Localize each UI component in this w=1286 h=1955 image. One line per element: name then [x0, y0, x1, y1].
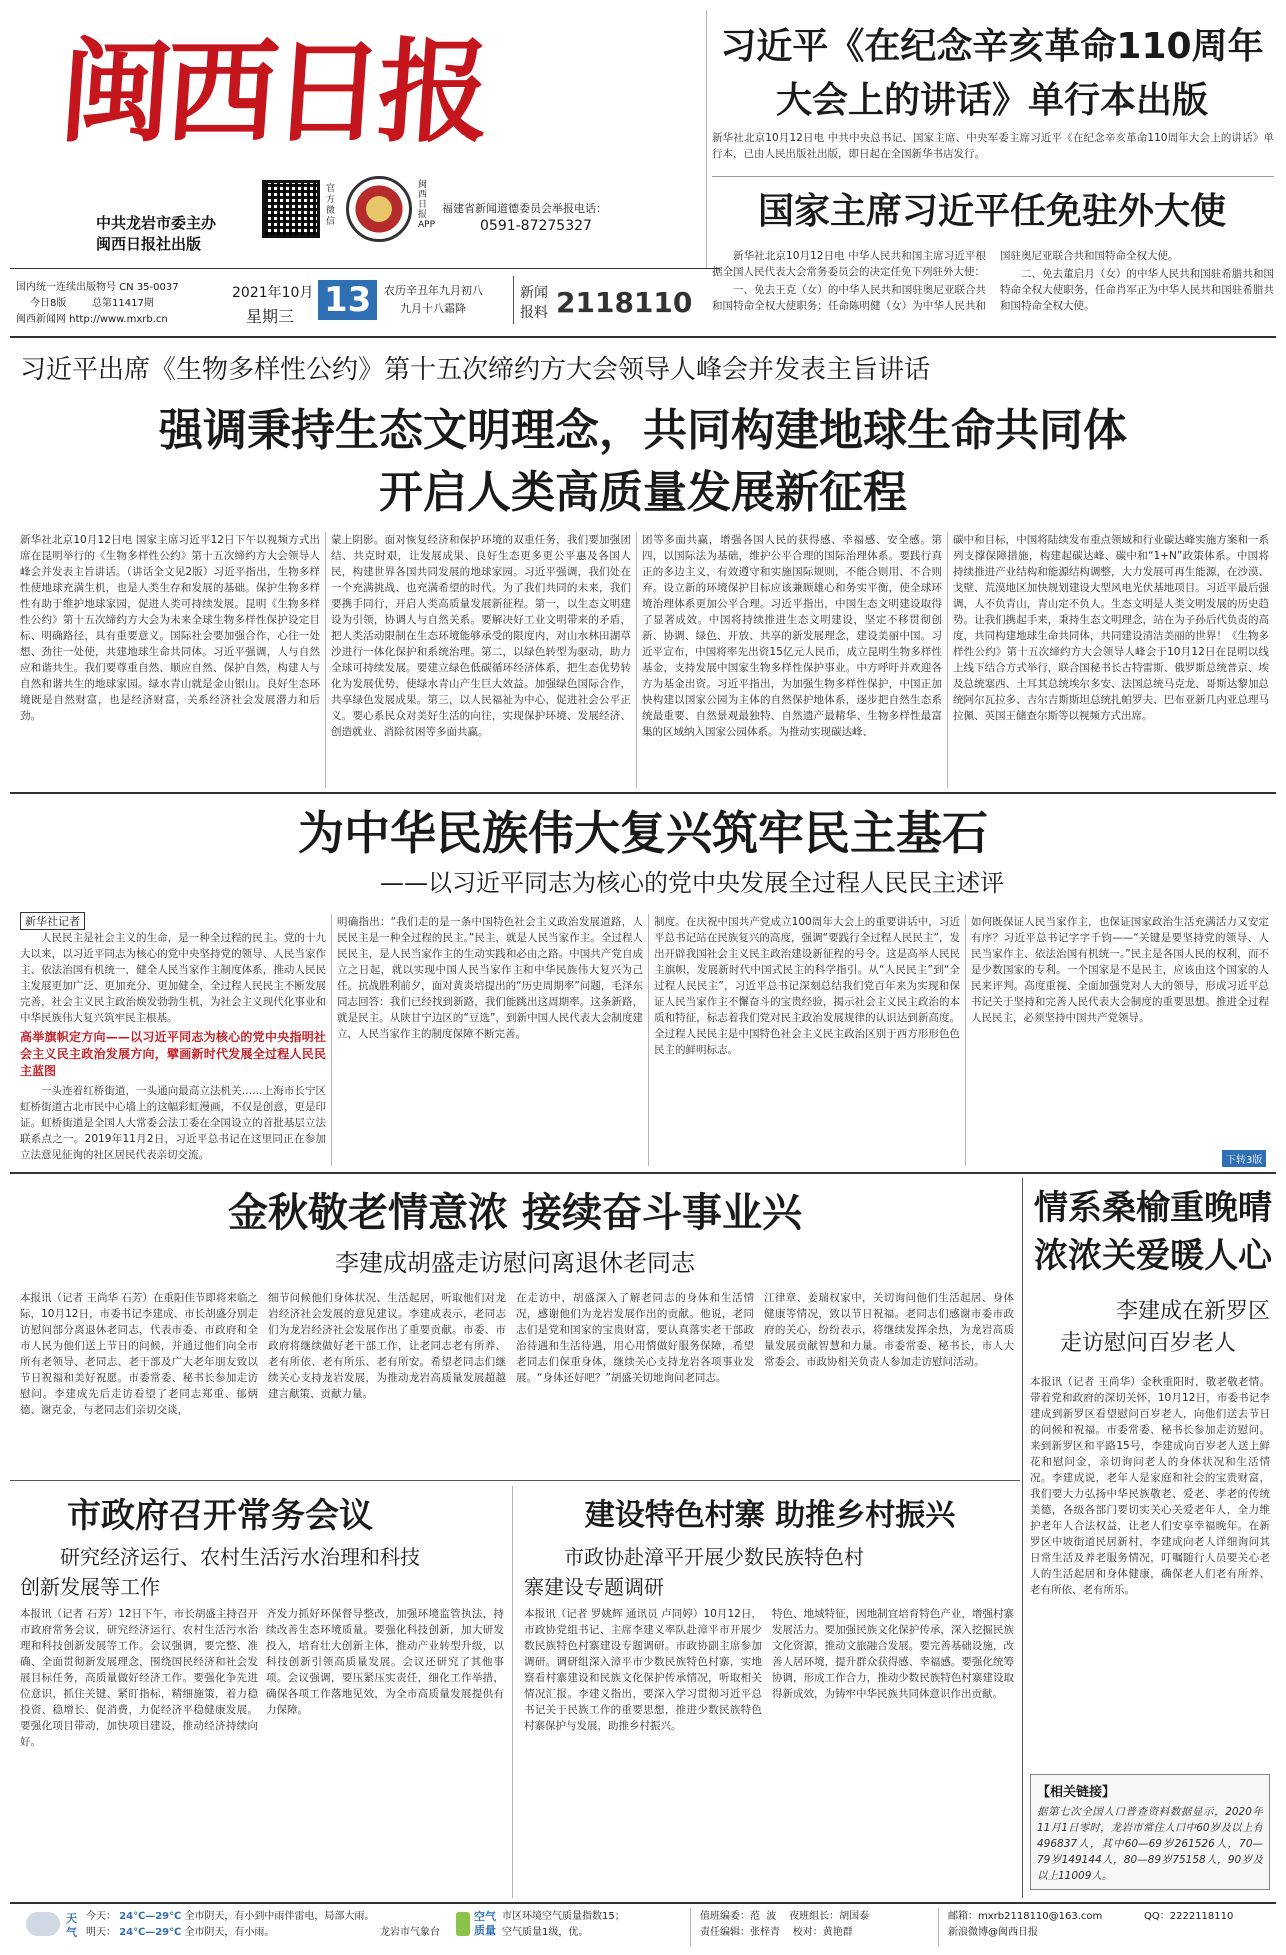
story6-subhead: [524, 1542, 1014, 1602]
story3-column-3: 在走访中，胡盛深入了解老同志的身体和生活情况，感谢他们为龙岩发展作出的贡献。他说，老同志们是党和国家的宝贵财富，要认真落实老干部政治待遇和生活待遇，用心用情做好服务保障，希望老同志们保重身体，继续关心支持龙岩各项事业发展。“身体还好吧？”胡盛关切地询问老同志。: [516, 1292, 754, 1384]
second-subhead: ——以习近平同志为核心的党中央发展全过程人民民主述评: [380, 869, 1004, 897]
weather-today-desc: 全市阴天，有小到中雨伴雷电，局部大雨。: [184, 1911, 375, 1922]
story4-headline-line-1: 情系桑榆重晚晴: [1034, 1188, 1272, 1228]
second-column-1-cont: 一头连着红桥街道，一头通向最高立法机关……上海市长宁区虹桥街道古北市民中心墙上的这幅彩虹漫画，不仅是创意，更是印证。虹桥街道是全国人大常委会法工委在全国设立的首批基层立法联系点之一。2019年11月2日，习近平总书记在这里同正在参加立法意见征询的社区居民代表亲切交流。: [20, 1085, 326, 1161]
story3-headline: 金秋敬老情意浓 接续奋斗事业兴: [228, 1189, 802, 1236]
story5-subhead: [20, 1542, 500, 1602]
related-links-box: [1030, 1774, 1270, 1890]
top-lede-2c: 二、免去董启月（女）的中华人民共和国驻希腊共和国特命全权大使职务，任命肖军正为中华人民共和国驻希腊共和国特命全权大使。: [1000, 268, 1274, 312]
app-qr-label: 闽西日报APP: [418, 180, 436, 230]
story4-headline-line-2: 浓浓关爱暖人心: [1034, 1236, 1272, 1276]
top-headline-1-line-2: 大会上的讲话》单行本出版: [775, 80, 1208, 121]
story6-column-1: 本报讯（记者 罗姚辉 通讯员 卢同婷）10月12日，市政协党组书记、主席李建义率队赴漳平市开展少数民族特色村寨建设专题调研。市政协副主席参加调研。调研组深入漳平市少数民族特色村寨，实地察看村寨建设和民族文化保护传承情况，听取相关情况汇报。李建义指出，要深入学习贯彻习近平总书记关于民族工作的重要思想，推进少数民族特色村寨保护与发展，助推乡村振兴。: [524, 1608, 762, 1732]
top-lede-2a: 新华社北京10月12日电 中华人民共和国主席习近平根据全国人民代表大会常务委员会的决定任免下列驻外大使：: [712, 250, 986, 278]
hotline-label-1: 新闻: [520, 285, 548, 301]
contact-weibo[interactable]: 新浪微博@闽西日报: [948, 1927, 1038, 1938]
story5-column-1: 本报讯（记者 石芳）12日下午，市长胡盛主持召开市政府常务会议，研究经济运行、农村生活污水治理和科技创新发展等工作。会议强调，要完整、准确、全面贯彻新发展理念，围绕国民经济和社会发展目标任务，高质量做好经济工作。要强化争先进位意识，抓住关键、紧盯指标，精细施策，着力稳投资、稳增长、促消费，力促经济平稳健康发展。要强化项目带动，加快项目建设，推动经济持续向好。: [20, 1608, 258, 1748]
editor-line-1: 值班编委：范 波 夜班组长：胡国泰: [700, 1911, 870, 1922]
story4-subhead-line-2: 走访慰问百岁老人: [1060, 1331, 1237, 1356]
top-headline-1: [712, 20, 1272, 128]
air-quality-line-1: 市区环境空气质量指数15；: [502, 1911, 625, 1922]
lead-headline-line-1: 强调秉持生态文明理念，共同构建地球生命共同体: [159, 405, 1127, 456]
weather-today-label: 今天：: [86, 1911, 116, 1922]
air-quality-label-1: 空气: [474, 1910, 496, 1923]
related-links-title: 【相关链接】: [1037, 1785, 1116, 1800]
second-headline: 为中华民族伟大复兴筑牢民主基石: [298, 806, 988, 860]
story4-body: 本报讯（记者 王尚华）金秋重阳时，敬老敬老情。带着党和政府的深切关怀，10月12日，市委书记李建成到新罗区看望慰问百岁老人，向他们送去节日的问候和祝福。市委常委、秘书长参加走访慰问。来到新罗区和平路15号，李建成向百岁老人送上鲜花和慰问金，亲切询问老人的身体状况和生活情况。李建成说，老年人是家庭和社会的宝贵财富，我们要大力弘扬中华民族敬老、爱老、孝老的传统美德，各级各部门要切实关心关爱老年人，全力维护老年人合法权益，让老人们安享幸福晚年。在新罗区中坡街道民居新村，李建成向老人详细询问其日常生活及养老服务情况，叮嘱随行人员要关心老人的生活起居和身体健康，确保老人们老有所养、老有所依、老有所乐。: [1030, 1376, 1270, 1596]
lunar-date-1: 农历辛丑年九月初八: [384, 284, 483, 297]
weather-tomorrow-label: 明天：: [86, 1927, 116, 1938]
second-column-4: 如何既保证人民当家作主，也保证国家政治生活充满活力又安定有序？习近平总书记字字千钧——“关键是要坚持党的领导、人民当家作主、依法治国有机统一。”民主是各国人民的权利，而不是少数国家的专利。一个国家是不是民主，应该由这个国家的人民来评判。高度重视、全面加强党对人大的领导，形成习近平总书记关于坚持和完善人民代表大会制度的重要思想。推进全过程人民民主，必须坚持中国共产党领导。: [971, 916, 1269, 1024]
story5-headline: 市政府召开常务会议: [67, 1496, 373, 1536]
masthead-title: 闽西日报: [55, 27, 489, 158]
second-pullquote: 高举旗帜定方向——以习近平同志为核心的党中央指明社会主义民主政治发展方向，擘画新时代发展全过程人民民主蓝图: [20, 1030, 326, 1078]
ethics-hotline-label: 福建省新闻道德委员会举报电话：: [442, 202, 607, 215]
story5-subhead-line-2: 创新发展等工作: [20, 1575, 160, 1599]
date-line: 2021年10月: [232, 285, 314, 301]
top-headline-2: 国家主席习近平任免驻外大使: [757, 191, 1226, 232]
weather-tomorrow: [86, 1926, 274, 1940]
story3-column-2: 细节问候他们身体状况、生活起居，听取他们对龙岩经济社会发展的意见建议。李建成表示，老同志们为龙岩经济社会发展作出了重要贡献。市委、市政府将继续做好老干部工作，让老同志老有所养、老有所依、老有所乐、老有所安。希望老同志们继续关心支持龙岩发展，为推动龙岩高质量发展超越建言献策、贡献力量。: [268, 1292, 506, 1400]
weather-label: 天气: [66, 1912, 77, 1939]
weather-today: [86, 1910, 374, 1924]
editor-line-2: 责任编辑：张梓青 校对：黄艳群: [700, 1927, 853, 1938]
second-column-1-text: 人民民主是社会主义的生命，是一种全过程的民主。党的十九大以来，以习近平同志为核心的党中央坚持党的领导、人民当家作主、依法治国有机统一，健全人民当家作主制度体系，推动人民民主发展更加广泛、更加充分、更加健全，全过程人民民主不断发展完善，社会主义民主政治焕发勃勃生机，为社会主义现代化事业和中华民族伟大复兴筑牢民主根基。: [20, 932, 326, 1024]
weather-source: 龙岩市气象台: [380, 1927, 440, 1938]
air-quality-line-2: 空气质量1级，优。: [502, 1927, 589, 1938]
page-count: 今日8版: [30, 298, 67, 309]
air-quality-label-2: 质量: [474, 1924, 496, 1937]
lead-headline: [10, 400, 1276, 524]
publisher-line-2: 闽西日报社出版: [96, 235, 202, 253]
top-lede-2: [712, 248, 1274, 328]
story5-subhead-line-1: 研究经济运行、农村生活污水治理和科技: [60, 1545, 420, 1569]
story6-column-2: 特色、地域特征，因地制宜培育特色产业，增强村寨发展活力。要加强民族文化保护传承，深入挖掘民族文化资源，推动文旅融合发展。要完善基础设施，改善人居环境，提升群众获得感、幸福感。要强化统筹协调，形成工作合力，推动少数民族特色村寨建设取得新成效，为铸牢中华民族共同体意识作出贡献。: [772, 1608, 1014, 1700]
issue-number: 总第11417期: [92, 298, 154, 309]
top-headline-1-line-1: 习近平《在纪念辛亥革命110周年: [720, 26, 1264, 67]
weather-today-temp: 24℃—29℃: [119, 1911, 182, 1922]
lead-column-3: 团等多面共赢，增强各国人民的获得感、幸福感、安全感。第四，以国际法为基础，维护公平合理的国际治理体系。要践行真正的多边主义，有效遵守和实施国际规则，不能合则用、不合则弃。设立新的环境保护目标应该兼顾雄心和务实平衡，使全球环境治理体系更加公平合理。习近平指出，中国生态文明建设取得了显著成效。中国将持续推进生态文明建设，坚定不移贯彻创新、协调、绿色、开放、共享的新发展理念，建设美丽中国。习近平宣布，中国将率先出资15亿元人民币，成立昆明生物多样性基金，支持发展中国家生物多样性保护事业。中方呼吁并欢迎各方为基金出资。习近平指出，为加强生物多样性保护，中国正加快构建以国家公园为主体的自然保护地体系，逐步把自然生态系统最重要、自然景观最独特、自然遗产最精华、生物多样性最富集的区域纳入国家公园体系。为推动实现碳达峰、: [642, 534, 942, 738]
second-column-3: 制度。在庆祝中国共产党成立100周年大会上的重要讲话中，习近平总书记站在民族复兴的高度，强调“要践行全过程人民民主”，发出开辟我国社会主义民主政治建设新征程的号令。这是高举人民民主旗帜，发展新时代中国式民主的科学指引。从“人民民主”到“全过程人民民主”，习近平总书记深刻总结我们党百年来为实现和保证人民当家作主不懈奋斗的宝贵经验，揭示社会主义民主政治的本质和特征，标志着我们党对民主政治发展规律的认识达到新高度。全过程人民民主是中国特色社会主义民主政治区别于西方形形色色民主的鲜明标志。: [654, 916, 960, 1056]
jump-to-page-3[interactable]: 下转3版: [1222, 1150, 1266, 1167]
story6-subhead-line-1: 市政协赴漳平开展少数民族特色村: [564, 1545, 864, 1569]
lead-headline-line-2: 开启人类高质量发展新征程: [379, 467, 907, 518]
contact-qq: QQ：2222118110: [1144, 1911, 1234, 1922]
story3-subhead: 李建成胡盛走访慰问离退休老同志: [335, 1249, 695, 1277]
wechat-qr-label: 官方微信: [326, 184, 336, 227]
lead-column-4: 碳中和目标，中国将陆续发布重点领域和行业碳达峰实施方案和一系列支撑保障措施，构建起碳达峰、碳中和“1+N”政策体系。中国将持续推进产业结构和能源结构调整，大力发展可再生能源，在沙漠、戈壁、荒漠地区加快规划建设大型风电光伏基地项目。习近平最后强调，人不负青山，青山定不负人。生态文明是人类文明发展的历史趋势。让我们携起手来，秉持生态文明理念，站在为子孙后代负责的高度，共同构建地球生命共同体，共同建设清洁美丽的世界！《生物多样性公约》第十五次缔约方大会领导人峰会于10月12日在昆明以线上线下结合方式举行，联合国秘书长古特雷斯、俄罗斯总统普京、埃及总统塞西、土耳其总统埃尔多安、法国总统马克龙、哥斯达黎加总统阿尔瓦拉多、吉尔吉斯斯坦总统扎帕罗夫、巴布亚新几内亚总理马拉佩、英国王储查尔斯等以视频方式出席。: [953, 534, 1269, 722]
top-lede-1: 新华社北京10月12日电 中共中央总书记、国家主席、中央军委主席习近平《在纪念辛亥革命110周年大会上的讲话》单行本，已由人民出版社出版，即日起在全国新华书店发行。: [712, 132, 1274, 160]
publisher-line-1: 中共龙岩市委主办: [96, 214, 217, 232]
website: 闽西新闻网 http://www.mxrb.cn: [16, 314, 168, 325]
second-column-1: [20, 930, 326, 1166]
story3-column-1: 本报讯（记者 王尚华 石芳）在重阳佳节即将来临之际，10月12日，市委书记李建成、市长胡盛分别走访慰问部分离退休老同志，代表市委、市政府和全市人民为他们送上节日的问候，并通过他们向全市所有老领导、老同志、老干部及广大老年朋友致以节日祝福和美好祝愿。市委常委、秘书长参加走访慰问。李建成先后走访看望了老同志郑重、郁炳德、谢克金，与老同志们亲切交谈，: [20, 1292, 258, 1416]
footer-bar: [10, 1906, 1276, 1950]
story3-column-4: 江律章、姜瑞权家中，关切询问他们生活起居、身体健康等情况，致以节日祝福。老同志们感谢市委市政府的关心，纷纷表示，将继续发挥余热，为龙岩高质量发展贡献智慧和力量。市委常委、秘书长，市人大常委会、市政协相关负责人参加走访慰问活动。: [764, 1292, 1014, 1368]
contact-email[interactable]: 邮箱：mxrb2118110@163.com: [948, 1911, 1103, 1922]
story6-subhead-line-2: 寨建设专题调研: [524, 1575, 664, 1599]
app-qr-seal: [346, 176, 412, 242]
lead-column-2: 蒙上阴影。面对恢复经济和保护环境的双重任务，我们要加强团结、共克时艰，让发展成果、良好生态更多更公平惠及各国人民，构建世界各国共同发展的地球家园。习近平强调，我们处在一个充满挑战、也充满希望的时代。为了我们共同的未来，我们要携手同行，开启人类高质量发展新征程。第一，以生态文明建设为引领，协调人与自然关系。要解决好工业文明带来的矛盾，把人类活动限制在生态环境能够承受的限度内，对山水林田湖草沙进行一体化保护和系统治理。第二，以绿色转型为驱动，助力全球可持续发展。要建立绿色低碳循环经济体系，把生态优势转化为发展优势，使绿水青山产生巨大效益。加强绿色国际合作，共享绿色发展成果。第三，以人民福祉为中心，促进社会公平正义。要心系民众对美好生活的向往，实现保护环境、发展经济、创造就业、消除贫困等多面共赢。: [331, 534, 631, 738]
story4-subhead: [1030, 1296, 1270, 1360]
story6-headline: 建设特色村寨 助推乡村振兴: [584, 1498, 956, 1533]
story4-subhead-line-1: 李建成在新罗区: [1115, 1299, 1270, 1324]
lead-column-1: 新华社北京10月12日电 国家主席习近平12日下午以视频方式出席在昆明举行的《生物多样性公约》第十五次缔约方大会领导人峰会并发表主旨讲话。（讲话全文见2版）习近平指出，生物多样性使地球充满生机，也是人类生存和发展的基础。保护生物多样性有助于维护地球家园，促进人类可持续发展。昆明《生物多样性公约》第十五次缔约方大会为未来全球生物多样性保护设定目标、明确路径，具有重要意义。国际社会要加强合作，心往一处想、劲往一处使，共建地球生命共同体。习近平强调，人与自然应和谐共生。我们要尊重自然、顺应自然、保护自然，构建人与自然和谐共生的地球家园。绿水青山就是金山银山。良好生态环境既是自然财富，也是经济财富，关系经济社会发展潜力和后劲。: [20, 534, 320, 722]
wechat-qr-code: [262, 180, 320, 238]
second-byline: 新华社记者: [20, 912, 85, 930]
day-number: 13: [318, 280, 377, 320]
air-quality-label: [474, 1910, 496, 1938]
weather-tomorrow-desc: 全市阴天，有小雨。: [184, 1927, 275, 1938]
weather-icon: [26, 1912, 60, 1936]
hotline-label-2: 报料: [520, 305, 548, 321]
story4-headline: [1030, 1184, 1276, 1280]
story5-column-2: 齐发力抓好环保督导整改，加强环境监管执法，持续改善生态环境质量。要强化科技创新，加大研发投入，培育壮大创新主体，推动产业转型升级，以科技创新引领高质量发展。会议还研究了其他事项。会议强调，要压紧压实责任，细化工作举措，确保各项工作落地见效，为全市高质量发展提供有力保障。: [266, 1608, 504, 1716]
ethics-hotline-number: 0591-87275327: [480, 218, 592, 234]
related-links-body: 据第七次全国人口普查资料数据显示，2020年11月1日零时，龙岩市常住人口中60岁及以上有496837人，其中60—69岁261526人，70—79岁149144人，80—89岁75158人，90岁及以上11009人。: [1037, 1806, 1263, 1882]
lunar-date-2: 九月十八霜降: [400, 302, 466, 315]
cn-number: 国内统一连续出版物号 CN 35-0037: [16, 282, 179, 293]
second-column-2: 明确指出：“我们走的是一条中国特色社会主义政治发展道路，人民民主是一种全过程的民主。”民主，就是人民当家作主。全过程人民民主，是人民当家作主的生动实践和必由之路。中国共产党自成立之日起，就以实现中国人民当家作主和中华民族伟大复兴为己任。抗战胜利前夕，面对黄炎培提出的“历史周期率”问题，毛泽东同志回答：我们已经找到新路，我们能跳出这周期率。这条新路，就是民主。从陕甘宁边区的“豆选”，到新中国人民代表大会制度建立，人民当家作主的制度保障不断完善。: [337, 916, 643, 1040]
top-lede-2b: 一、免去王克（女）的中华人民共和国驻奥尼亚联合共和国特命全权大使职务；任命陈明健（女）为中华人民共和国驻奥尼亚联合共和国特命全权大使。: [712, 250, 1179, 312]
lead-kicker: 习近平出席《生物多样性公约》第十五次缔约方大会领导人峰会并发表主旨讲话: [20, 355, 931, 385]
weather-tomorrow-temp: 24℃—29℃: [119, 1927, 182, 1938]
hotline-number: 2118110: [556, 286, 693, 319]
air-quality-icon: [456, 1912, 470, 1936]
weekday: 星期三: [246, 307, 295, 326]
